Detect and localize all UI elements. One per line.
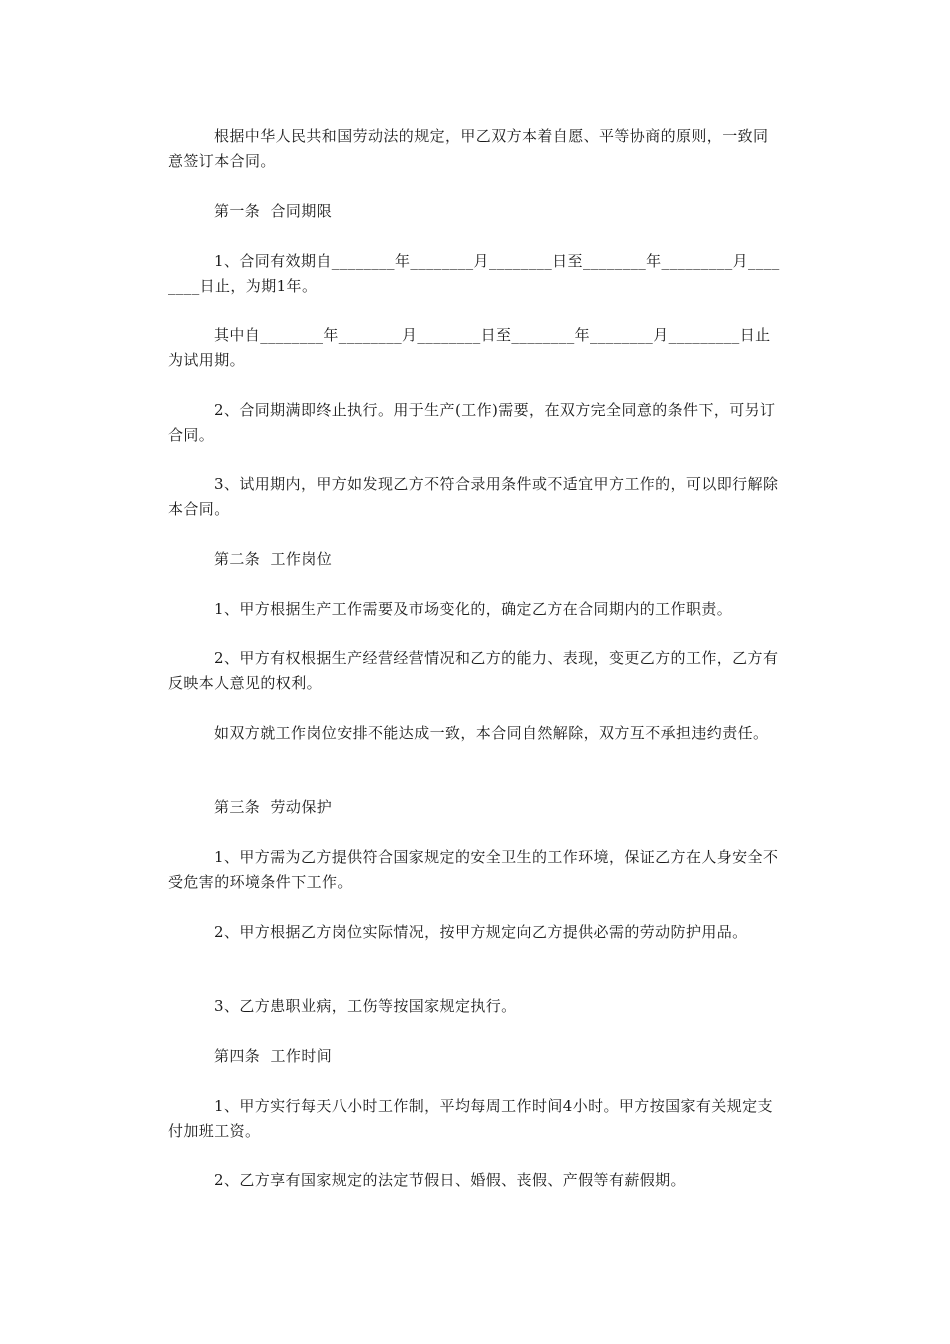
article-1-probation-period: 其中自________年________月________日至________年________月_________日止为试用期。 [168, 326, 771, 369]
article-3-heading: 第三条 劳动保护 [214, 798, 333, 816]
article-3-clause-1: 1、甲方需为乙方提供符合国家规定的安全卫生的工作环境，保证乙方在人身安全不受危害的环境条件下工作。 [168, 848, 779, 891]
article-4-heading: 第四条 工作时间 [214, 1047, 333, 1065]
article-3-clause-2: 2、甲方根据乙方岗位实际情况，按甲方规定向乙方提供必需的劳动防护用品。 [214, 923, 748, 941]
article-2-heading: 第二条 工作岗位 [214, 550, 333, 568]
intro-paragraph: 根据中华人民共和国劳动法的规定，甲乙双方本着自愿、平等协商的原则，一致同意签订本合同。 [168, 127, 769, 170]
article-1-heading: 第一条 合同期限 [214, 202, 333, 220]
article-1-clause-1: 1、合同有效期自________年________月________日至________年_________月________日止，为期1年。 [168, 252, 780, 295]
article-4-clause-1: 1、甲方实行每天八小时工作制，平均每周工作时间4小时。甲方按国家有关规定支付加班工资。 [168, 1097, 773, 1140]
article-1-clause-3: 3、试用期内，甲方如发现乙方不符合录用条件或不适宜甲方工作的，可以即行解除本合同。 [168, 475, 779, 518]
article-2-note: 如双方就工作岗位安排不能达成一致，本合同自然解除，双方互不承担违约责任。 [214, 724, 769, 742]
article-2-clause-1: 1、甲方根据生产工作需要及市场变化的，确定乙方在合同期内的工作职责。 [214, 600, 733, 618]
article-4-clause-2: 2、乙方享有国家规定的法定节假日、婚假、丧假、产假等有薪假期。 [214, 1171, 686, 1189]
article-3-clause-3: 3、乙方患职业病，工伤等按国家规定执行。 [214, 997, 517, 1015]
article-2-clause-2: 2、甲方有权根据生产经营经营情况和乙方的能力、表现，变更乙方的工作，乙方有反映本人意见的权利。 [168, 649, 779, 692]
article-1-clause-2: 2、合同期满即终止执行。用于生产(工作)需要，在双方完全同意的条件下，可另订合同。 [168, 401, 776, 444]
